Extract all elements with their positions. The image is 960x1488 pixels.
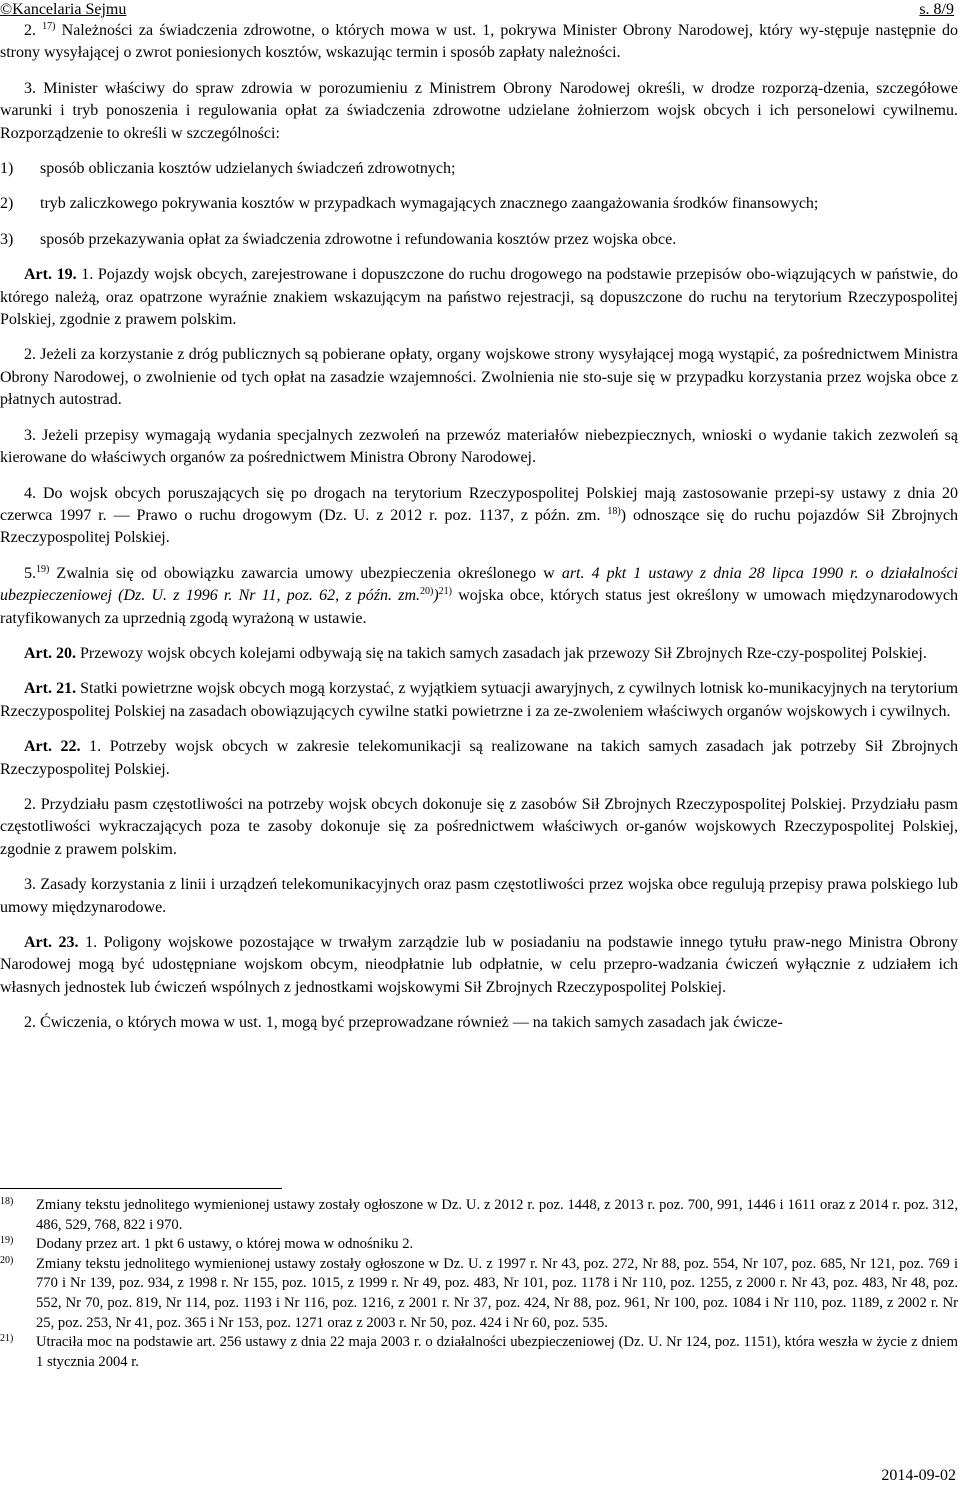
footnote-ref-18[interactable]: 18) (607, 505, 621, 517)
article-label: Art. 20. (24, 644, 76, 662)
article-19-ust-5: 5.$^{19)}$ Zwalnia się od obowiązku zawarcia umowy ubezpieczenia określonego w art. 4 pkt 1 ustawy z dnia 28 lipca 1990 r. o działalności ubezpieczeniowej (Dz. U. z 1996 r. Nr 11, poz. 62, z późn. zm.$^{20)}$)$^{21)}$ wojska obce, których status jest określony w umowach międzynarodowych ratyfikowanych za uprzednią zgodą wyrażoną w ustawie. (0, 563, 959, 627)
page-header (0, 0, 960, 20)
article-22-ust-3: 3. Zasady korzystania z linii i urządzeń telekomunikacyjnych oraz pasm częstotliwości przez wojska obce regulują przepisy prawa polskiego lub umowy międzynarodowe. (0, 876, 958, 916)
footnotes (0, 1196, 958, 1372)
footnote-divider (0, 1188, 282, 1189)
footnote-ref-19[interactable]: 19) (36, 563, 50, 575)
footnote: 19) Dodany przez art. 1 pkt 6 ustawy, o której mowa w odnośniku 2. (0, 1235, 414, 1253)
article-21: Art. 21. Statki powietrzne wojsk obcych mogą korzystać, z wyjątkiem sytuacji awaryjnych, z cywilnych lotnisk ko-munikacyjnych na terytorium Rzeczypospolitej Polskiej na zasadach obowiązujących cywilne statki powietrzne i za ze-zwoleniem właściwych organów wojskowych i cywilnych. (0, 680, 959, 720)
footnote: 20) Zmiany tekstu jednolitego wymienionej ustawy zostały ogłoszone w Dz. U. z 1997 r. Nr 43, poz. 272, Nr 88, poz. 554, Nr 107, poz. 685, Nr 121, poz. 769 i 770 i Nr 139, poz. 934, z 1998 r. Nr 155, poz. 1015, z 1999 r. Nr 49, poz. 483, Nr 101, poz. 1178 i Nr 110, poz. 1255, z 2000 r. Nr 43, poz. 483, Nr 48, poz. 552, Nr 70, poz. 819, Nr 114, poz. 1193 i Nr 116, poz. 1216, z 2001 r. Nr 37, poz. 424, Nr 88, poz. 961, Nr 100, poz. 1084 i Nr 110, poz. 1189, z 2002 r. Nr 25, poz. 253, Nr 41, poz. 365 i Nr 153, poz. 1271 oraz z 2003 r. Nr 50, poz. 424 i Nr 60, poz. 535. (0, 1254, 958, 1331)
paragraph-2: 2. $^{17)}$ Należności za świadczenia zdrowotne, o których mowa w ust. 1, pokrywa Minister Obrony Narodowej, który wy-stępuje następnie do strony wysyłającej o zwrot poniesionych kosztów, wskazując termin i sposób zapłaty należności. (0, 21, 959, 62)
footnote: 21) Utraciła moc na podstawie art. 256 ustawy z dnia 22 maja 2003 r. o działalności ubezpieczeniowej (Dz. U. Nr 124, poz. 1151), która weszła w życie z dniem 1 stycznia 2004 r. (0, 1333, 958, 1370)
page-footer-date: 2014-09-02 (881, 1467, 956, 1484)
page-number[interactable]: s. 8/9 (919, 1, 954, 18)
footnote: 18) Zmiany tekstu jednolitego wymienionej ustawy zostały ogłoszone w Dz. U. z 2012 r. poz. 1448, z 2013 r. poz. 700, 991, 1446 i 1611 oraz z 2014 r. poz. 312, 486, 529, 768, 822 i 970. (0, 1196, 958, 1233)
list-item: 1) sposób obliczania kosztów udzielanych świadczeń zdrowotnych; (0, 160, 456, 178)
article-22-ust-2: 2. Przydziału pasm częstotliwości na potrzeby wojsk obcych dokonuje się z zasobów Sił Zbrojnych Rzeczypospolitej Polskiej. Przydziału pasm częstotliwości wykraczających poza te zasoby dokonuje się za pośrednictwem właściwych or-ganów wojskowych Rzeczypospolitej Polskiej, zgodnie z prawem polskim. (0, 795, 958, 858)
article-19-ust-4: 4. Do wojsk obcych poruszających się po drogach na terytorium Rzeczypospolitej Polskiej mają zastosowanie przepi-sy ustawy z dnia 20 czerwca 1997 r. — Prawo o ruchu drogowym (Dz. U. z 2012 r. poz. 1137, z późn. zm. $^{18)}$) odnoszące się do ruchu pojazdów Sił Zbrojnych Rzeczypospolitej Polskiej. (0, 484, 958, 547)
paragraph-3: 3. Minister właściwy do spraw zdrowia w porozumieniu z Ministrem Obrony Narodowej określi, w drodze rozporzą-dzenia, szczegółowe warunki i tryb ponoszenia i regulowania opłat za świadczenia zdrowotne udzielane żołnierzom wojsk obcych i ich personelowi cywilnemu. Rozporządzenie to określi w szczególności: (0, 79, 958, 142)
footnote-ref-20[interactable]: 20) (420, 586, 434, 598)
list-item: 3) sposób przekazywania opłat za świadczenia zdrowotne i refundowania kosztów przez wojska obce. (0, 230, 677, 248)
article-19-ust-3: 3. Jeżeli przepisy wymagają wydania specjalnych zezwoleń na przewóz materiałów niebezpiecznych, wnioski o wydanie takich zezwoleń są kierowane do właściwych organów za pośrednictwem Ministra Obrony Narodowej. (0, 426, 958, 467)
article-23: Art. 23. 1. Poligony wojskowe pozostające w trwałym zarządzie lub w posiadaniu na podstawie innego tytułu praw-nego Ministra Obrony Narodowej mogą być udostępniane wojskom obcym, nieodpłatnie lub odpłatnie, w celu przepro-wadzania ćwiczeń wyłącznie z udziałem ich własnych jednostek lub ćwiczeń wspólnych z jednostkami wojskowymi Sił Zbrojnych Rzeczypospolitej Polskiej. (0, 934, 959, 996)
article-label: Art. 21. (24, 680, 77, 698)
article-label: Art. 19. (24, 266, 77, 284)
document-body (0, 20, 958, 1048)
article-22: Art. 22. 1. Potrzeby wojsk obcych w zakresie telekomunikacji są realizowane na takich samych zasadach jak potrzeby Sił Zbrojnych Rzeczypospolitej Polskiej. (0, 738, 959, 778)
source-link[interactable]: ©Kancelaria Sejmu (0, 1, 127, 18)
list-item: 2) tryb zaliczkowego pokrywania kosztów w przypadkach wymagających znacznego zaangażowania środków finansowych; (0, 195, 819, 213)
article-19: Art. 19. 1. Pojazdy wojsk obcych, zarejestrowane i dopuszczone do ruchu drogowego na podstawie przepisów obo-wiązujących w państwie, do którego należą, oraz opatrzone wyraźnie znakiem wskazującym na państwo rejestracji, są dopuszczone do ruchu na terytorium Rzeczypospolitej Polskiej, zgodnie z prawem polskim. (0, 266, 958, 329)
article-19-ust-2: 2. Jeżeli za korzystanie z dróg publicznych są pobierane opłaty, organy wojskowe strony wysyłającej mogą wystąpić, za pośrednictwem Ministra Obrony Narodowej, o zwolnienie od tych opłat na zasadzie wzajemności. Zwolnienia nie sto-suje się w przypadku korzystania przez wojska obce z płatnych autostrad. (0, 346, 958, 409)
footnote-ref-21[interactable]: 21) (438, 586, 453, 598)
footnote-ref-17[interactable]: 17) (42, 21, 56, 32)
article-label: Art. 23. (24, 934, 79, 951)
article-23-ust-2: 2. Ćwiczenia, o których mowa w ust. 1, mogą być przeprowadzane również — na takich samych zasadach jak ćwicze- (24, 1014, 783, 1032)
article-20: Art. 20. Przewozy wojsk obcych kolejami odbywają się na takich samych zasadach jak przewozy Sił Zbrojnych Rze-czy-pospolitej Polskiej. (24, 644, 927, 662)
article-label: Art. 22. (24, 738, 81, 756)
